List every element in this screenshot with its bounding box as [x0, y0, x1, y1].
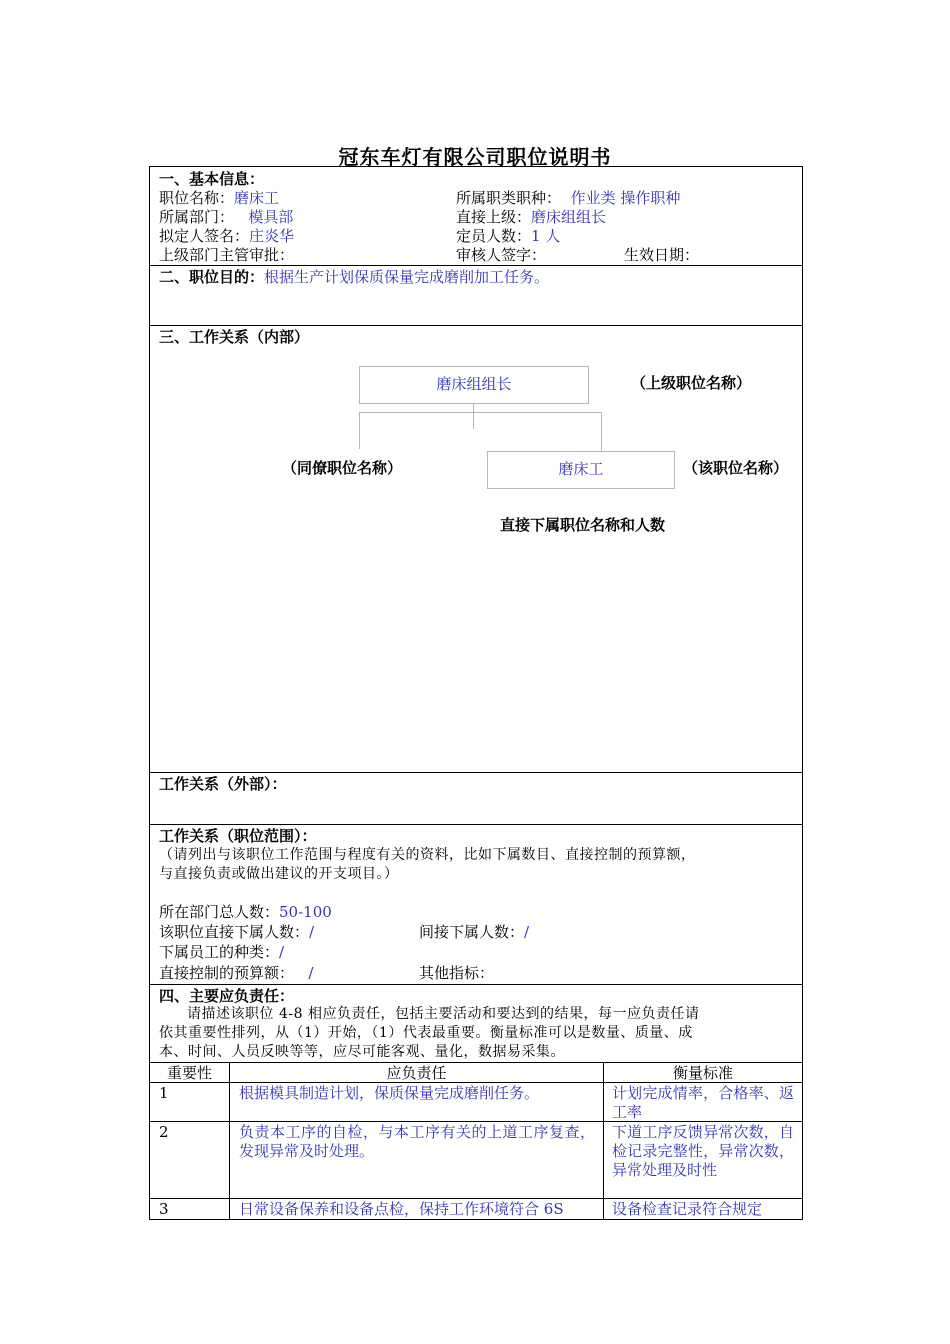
self-position-box: 磨床工 [487, 451, 675, 489]
basic-info-heading: 一、基本信息： [159, 170, 265, 188]
dept-value: 模具部 [248, 208, 294, 226]
reviewer-signature-label: 审核人签字： [456, 246, 547, 264]
superior-position-note: （上级职位名称） [631, 374, 752, 392]
subordinate-note: 直接下属职位名称和人数 [500, 516, 666, 534]
divider [150, 984, 802, 985]
org-connector [359, 412, 360, 449]
sub-type-value: / [279, 943, 285, 961]
scope-note-line1: （请列出与该职位工作范围与程度有关的资料，比如下属数目、直接控制的预算额， [159, 847, 696, 863]
direct-sub-label: 该职位直接下属人数： [159, 923, 310, 941]
indirect-sub-field [419, 923, 529, 942]
duties-intro-line3: 本、时间、人员反映等等，应尽可能客观、量化，数据易采集。 [159, 1044, 565, 1060]
superior-position-box: 磨床组组长 [359, 366, 589, 404]
drafter-label: 拟定人签名： [159, 227, 250, 245]
column-header-measure: 衡量标准 [672, 1064, 733, 1082]
dept-total-label: 所在部门总人数： [159, 903, 280, 921]
table-row-duty: 日常设备保养和设备点检，保持工作环境符合 6S [239, 1200, 564, 1218]
column-divider [229, 1062, 230, 1219]
job-name-field [159, 189, 279, 208]
budget-value: / [308, 964, 314, 982]
org-connector [473, 403, 474, 429]
manager-approval-label: 上级部门主管审批： [159, 246, 295, 264]
budget-field [159, 964, 313, 983]
column-header-priority: 重要性 [166, 1064, 212, 1082]
drafter-value: 庄炎华 [249, 227, 295, 245]
table-row-duty: 根据模具制造计划，保质保量完成磨削任务。 [239, 1084, 540, 1102]
other-metrics-label: 其他指标： [419, 964, 495, 982]
table-row-measure: 计划完成情率，合格率、返工率 [612, 1084, 794, 1121]
purpose-heading: 二、职位目的： [159, 268, 265, 286]
org-connector [359, 412, 602, 413]
dept-label: 所属部门： [159, 208, 235, 226]
dept-total-value: 50-100 [279, 903, 332, 921]
document-title: 冠东车灯有限公司职位说明书 [338, 145, 612, 169]
divider [150, 824, 802, 825]
divider [150, 265, 802, 266]
purpose-field [159, 268, 549, 287]
table-row-priority: 3 [159, 1200, 169, 1218]
job-name-label: 职位名称： [159, 189, 235, 207]
table-row-measure: 下道工序反馈异常次数，自检记录完整性，异常次数，异常处理及时性 [612, 1123, 794, 1179]
scope-note-line2: 与直接负责或做出建议的开支项目。） [159, 866, 399, 882]
category-field [456, 189, 680, 208]
superior-field [456, 208, 606, 227]
duties-intro-line1: 请描述该职位 4-8 相应负责任，包括主要活动和要达到的结果，每一应负责任请 [187, 1006, 700, 1022]
headcount-field [456, 227, 560, 246]
scope-heading: 工作关系（职位范围）： [159, 827, 317, 845]
drafter-field [159, 227, 294, 246]
internal-relations-heading: 三、工作关系（内部） [159, 328, 310, 346]
table-row-duty: 负责本工序的自检，与本工序有关的上道工序复查，发现异常及时处理。 [239, 1123, 595, 1160]
sub-type-field [159, 943, 284, 962]
divider [150, 1198, 802, 1199]
dept-field [159, 208, 293, 227]
indirect-sub-label: 间接下属人数： [419, 923, 525, 941]
dept-total-field [159, 903, 332, 922]
category-value: 作业类 操作职种 [570, 189, 681, 207]
duties-intro-line2: 依其重要性排列，从（1）开始，（1）代表最重要。衡量标准可以是数量、质量、成 [159, 1025, 693, 1041]
divider [150, 1062, 802, 1063]
external-relations-heading: 工作关系（外部）： [159, 775, 287, 793]
divider [150, 1121, 802, 1122]
direct-sub-value: / [309, 923, 315, 941]
headcount-value: 1 人 [531, 227, 561, 245]
divider [150, 772, 802, 773]
peer-position-note: （同僚职位名称） [282, 459, 403, 477]
job-name-value: 磨床工 [234, 189, 280, 207]
column-divider [603, 1062, 604, 1219]
direct-sub-field [159, 923, 314, 942]
self-position-note: （该职位名称） [683, 459, 789, 477]
table-row-priority: 2 [159, 1123, 169, 1141]
org-connector [601, 412, 602, 452]
purpose-text: 根据生产计划保质保量完成磨削加工任务。 [264, 268, 550, 286]
divider [150, 1082, 802, 1083]
divider [150, 325, 802, 326]
column-header-duty: 应负责任 [386, 1064, 447, 1082]
indirect-sub-value: / [524, 923, 530, 941]
duties-heading: 四、主要应负责任： [159, 987, 295, 1005]
budget-label: 直接控制的预算额： [159, 964, 295, 982]
effective-date-label: 生效日期： [624, 246, 700, 264]
table-row-priority: 1 [159, 1084, 169, 1102]
headcount-label: 定员人数： [456, 227, 532, 245]
superior-value: 磨床组组长 [531, 208, 607, 226]
table-row-measure: 设备检查记录符合规定 [612, 1200, 763, 1218]
superior-label: 直接上级： [456, 208, 532, 226]
job-description-form [149, 166, 803, 1220]
category-label: 所属职类职种： [456, 189, 562, 207]
sub-type-label: 下属员工的种类： [159, 943, 280, 961]
